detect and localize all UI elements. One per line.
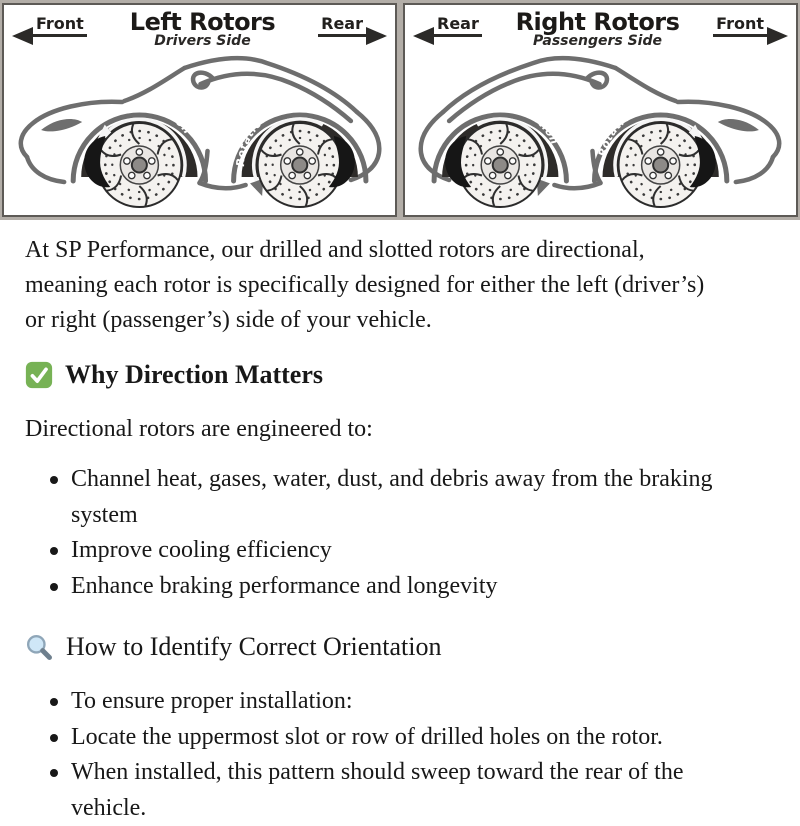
panel-right-rotors	[403, 3, 798, 217]
left-arrow-icon	[413, 27, 434, 45]
bullet-list-orientation-steps	[48, 684, 760, 826]
magnifier-icon	[25, 633, 54, 662]
panel-title: Right Rotors	[515, 8, 680, 36]
rotor-diagram	[0, 0, 800, 220]
list-item: Locate the uppermost slot or row of drilled holes on the rotor.	[48, 720, 750, 756]
rear-direction-label	[413, 14, 482, 37]
panel-subtitle: Drivers Side	[154, 33, 251, 50]
front-direction-label	[713, 14, 788, 37]
rear-direction-label	[318, 14, 387, 37]
list-item: Improve cooling efficiency	[48, 533, 750, 569]
rotation-label: Rotation	[234, 110, 272, 167]
direction-text: Rear	[434, 14, 482, 37]
panel-left-rotors	[2, 3, 397, 217]
right-arrow-icon	[767, 27, 788, 45]
article	[0, 220, 800, 826]
section-heading-identify-orientation	[25, 632, 760, 662]
rotation-label: Rotation	[509, 100, 562, 147]
panel-title-block	[130, 10, 275, 49]
left-arrow-icon	[12, 27, 33, 45]
intro-paragraph: At SP Performance, our drilled and slotted rotors are directional, meaning each rotor is specifically designed for either the left (driver’s) or right (passenger’s) side of your vehicle.	[25, 237, 705, 333]
section-heading-why-direction-matters	[25, 360, 760, 390]
list-item: When installed, this pattern should sweep toward the rear of the vehicle.	[48, 755, 750, 826]
right-arrow-icon	[366, 27, 387, 45]
front-direction-label	[12, 14, 87, 37]
list-item: Enhance braking performance and longevity	[48, 569, 750, 605]
bullet-list-direction-benefits	[48, 462, 760, 604]
list-item: Channel heat, gases, water, dust, and debris away from the braking system	[48, 462, 750, 533]
lead-paragraph: Directional rotors are engineered to:	[25, 416, 373, 442]
rotation-label: Rotation	[596, 105, 641, 158]
panel-right-header	[413, 10, 788, 49]
panel-title: Left Rotors	[129, 8, 276, 36]
direction-text: Front	[33, 14, 87, 37]
direction-text: Front	[713, 14, 767, 37]
panel-subtitle: Passengers Side	[533, 33, 662, 50]
panel-title-block	[516, 10, 680, 49]
panel-left-header	[12, 10, 387, 49]
section-title: How to Identify Correct Orientation	[66, 632, 442, 661]
rotation-label: Rotation	[137, 99, 194, 137]
list-item: To ensure proper installation:	[48, 684, 750, 720]
section-title: Why Direction Matters	[65, 360, 324, 389]
check-icon	[25, 361, 53, 389]
direction-text: Rear	[318, 14, 366, 37]
